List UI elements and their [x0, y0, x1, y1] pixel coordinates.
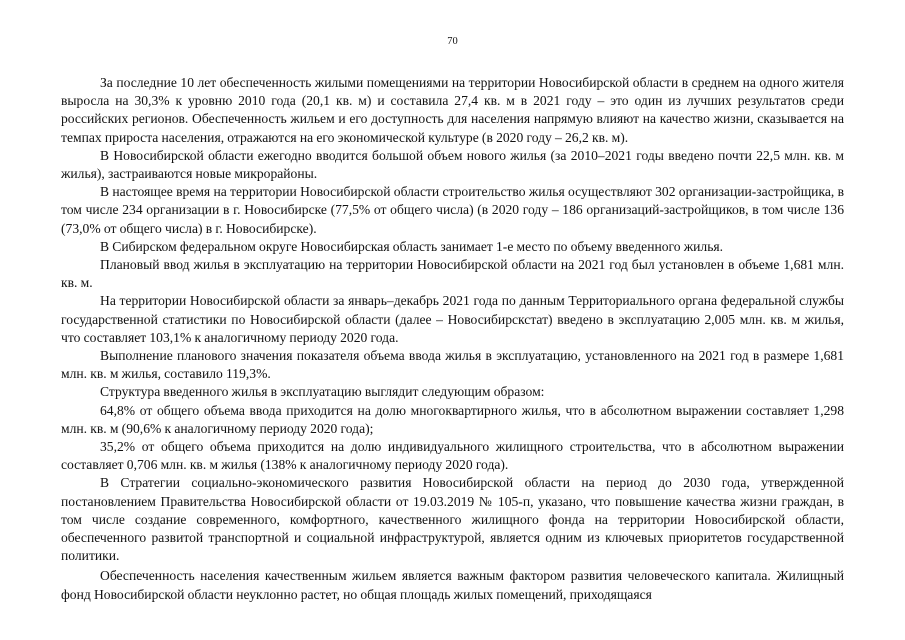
paragraph-plan-fulfilment: Выполнение планового значения показателя объема ввода жилья в эксплуатацию, установленного на 2021 год в размере 1,681 млн. кв. м жилья, составило 119,3%.	[61, 348, 844, 382]
page-number: 70	[447, 36, 458, 47]
paragraph-annual-commissioning: В Новосибирской области ежегодно вводится большой объем нового жилья (за 2010–2021 годы введено почти 22,5 млн. кв. м жилья), застраиваются новые микрорайоны.	[61, 147, 844, 182]
paragraph-apartment-share: 64,8% от общего объема ввода приходится на долю многоквартирного жилья, что в абсолютном выражении составляет 1,298 млн. кв. м (90,6% к аналогичному периоду 2020 года);	[61, 402, 844, 436]
paragraph-individual-share: 35,2% от общего объема приходится на долю индивидуального жилищного строительства, что в абсолютном выражении составляет 0,706 млн. кв. м жилья (138% к аналогичному периоду 2020 года).	[61, 439, 844, 473]
paragraph-structure-intro: Структура введенного жилья в эксплуатацию выглядит следующим образом:	[100, 384, 545, 400]
paragraph-strategy: В Стратегии социально-экономического развития Новосибирской области на период до 2030 года, утвержденной постановлением Правительства Новосибирской области от 19.03.2019 № 105-п, указано, что повышение качества жизни граждан, в том числе создание современного, комфортного, качественного жилищного фонда на территории Новосибирской области, обеспеченного развитой транспортной и социальной инфраструктурой, является одним из ключевых приоритетов государственной политики.	[61, 475, 844, 564]
paragraph-human-capital: Обеспеченность населения качественным жильем является важным фактором развития человеческого капитала. Жилищный фонд Новосибирской области неуклонно растет, но общая площадь жилых помещений, приходящаяся	[61, 568, 844, 602]
paragraph-actual-commissioning: На территории Новосибирской области за январь–декабрь 2021 года по данным Территориального органа федеральной службы государственной статистики по Новосибирской области (далее – Новосибирскстат) введено в эксплуатацию 2,005 млн. кв. м жилья, что составляет 103,1% к аналогичному периоду 2020 года.	[61, 293, 844, 345]
paragraph-planned-commissioning: Плановый ввод жилья в эксплуатацию на территории Новосибирской области на 2021 год был установлен в объеме 1,681 млн. кв. м.	[61, 257, 844, 291]
paragraph-siberian-ranking: В Сибирском федеральном округе Новосибирская область занимает 1-е место по объему введенного жилья.	[100, 238, 724, 254]
paragraph-housing-provision: За последние 10 лет обеспеченность жилыми помещениями на территории Новосибирской области в среднем на одного жителя выросла на 30,3% к уровню 2010 года (20,1 кв. м) и составила 27,4 кв. м в 2021 году – это один из лучших результатов среди российских регионов. Обеспеченность жильем и его доступность для населения напрямую влияют на качество жизни, сказывается на темпах прироста населения, отражаются на его экономической культуре (в 2020 году – 26,2 кв. м).	[61, 75, 844, 145]
document-body	[61, 74, 844, 604]
paragraph-developers: В настоящее время на территории Новосибирской области строительство жилья осуществляют 302 организации-застройщика, в том числе 234 организации в г. Новосибирске (77,5% от общего числа) (в 2020 году – 186 организаций-застройщиков, в том числе 136 (73,0% от общего числа) в г. Новосибирске).	[61, 184, 844, 236]
